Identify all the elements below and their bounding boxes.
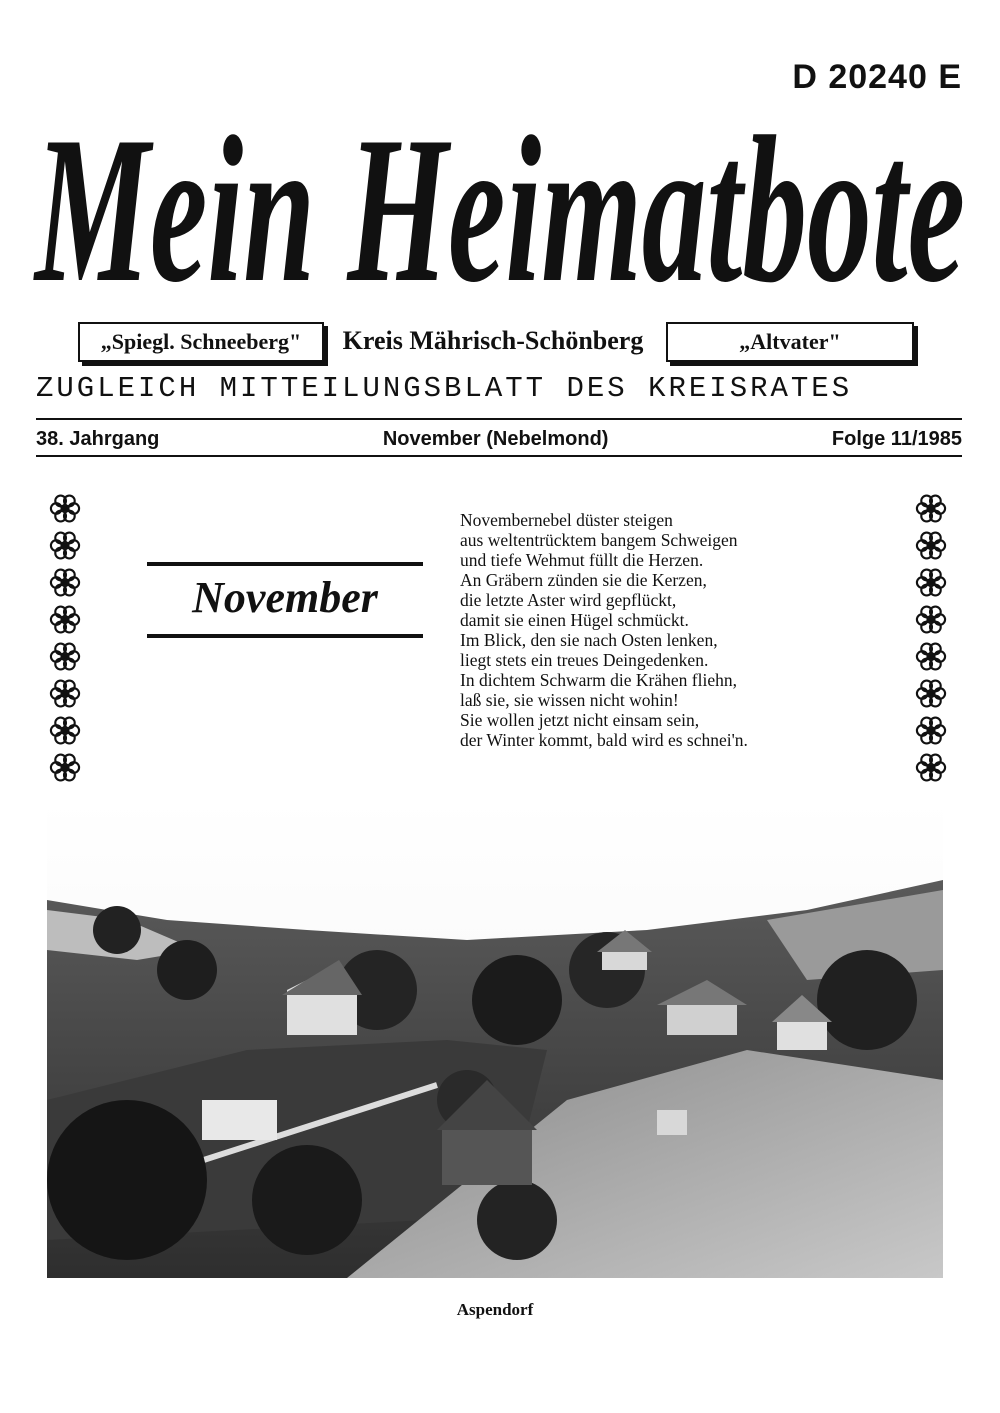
flower-ornament-icon (48, 566, 82, 599)
title-rule-bottom (147, 634, 423, 638)
masthead-title-text: Mein Heimatbote (33, 100, 965, 320)
poem-line: An Gräbern zünden sie die Kerzen, (460, 570, 707, 590)
flower-ornament-icon (914, 529, 948, 562)
flower-ornament-icon (48, 714, 82, 747)
issue-month: November (Nebelmond) (382, 427, 609, 450)
issue-number: Folge 11/1985 (831, 427, 962, 450)
subtitle: ZUGLEICH MITTEILUNGSBLATT DES KREISRATES (36, 372, 853, 405)
ornament-column-left (48, 492, 82, 784)
poem-line: liegt stets ein treues Deingedenken. (460, 650, 709, 670)
flower-ornament-icon (914, 640, 948, 673)
flower-ornament-icon (48, 640, 82, 673)
flower-ornament-icon (48, 492, 82, 525)
flower-ornament-icon (914, 751, 948, 784)
photo-caption: Aspendorf (456, 1300, 534, 1319)
publication-code: D 20240 E (792, 58, 962, 96)
poem-line: und tiefe Wehmut füllt die Herzen. (460, 550, 704, 570)
flower-ornament-icon (48, 677, 82, 710)
poem-line: Im Blick, den sie nach Osten lenken, (460, 630, 718, 650)
masthead-title (20, 100, 980, 320)
poem-line: Novembernebel düster steigen (460, 510, 673, 530)
feature-title: November (192, 573, 378, 622)
divider-bottom (36, 455, 962, 457)
flower-ornament-icon (914, 677, 948, 710)
poem-line: aus weltentrücktem bangem Schweigen (460, 530, 738, 550)
poem-line: In dichtem Schwarm die Krähen fliehn, (460, 670, 737, 690)
poem (460, 510, 900, 750)
region-box-right: „Altvater" (666, 322, 914, 362)
issue-year: 38. Jahrgang (36, 427, 160, 450)
flower-ornament-icon (48, 529, 82, 562)
region-box-left: „Spiegl. Schneeberg" (78, 322, 324, 362)
flower-ornament-icon (914, 492, 948, 525)
poem-line: die letzte Aster wird gepflückt, (460, 590, 677, 610)
poem-line: laß sie, sie wissen nicht wohin! (460, 690, 679, 710)
flower-ornament-icon (48, 751, 82, 784)
village-photo (47, 800, 943, 1278)
poem-line: damit sie einen Hügel schmückt. (460, 610, 689, 630)
issue-info-row (36, 424, 962, 454)
divider-top (36, 418, 962, 420)
poem-line: der Winter kommt, bald wird es schnei'n. (460, 730, 748, 750)
flower-ornament-icon (914, 603, 948, 636)
district-name: Kreis Mährisch-Schönberg (342, 326, 644, 355)
title-rule-top (147, 562, 423, 566)
poem-line: Sie wollen jetzt nicht einsam sein, (460, 710, 700, 730)
flower-ornament-icon (914, 566, 948, 599)
flower-ornament-icon (48, 603, 82, 636)
flower-ornament-icon (914, 714, 948, 747)
ornament-column-right (914, 492, 948, 784)
